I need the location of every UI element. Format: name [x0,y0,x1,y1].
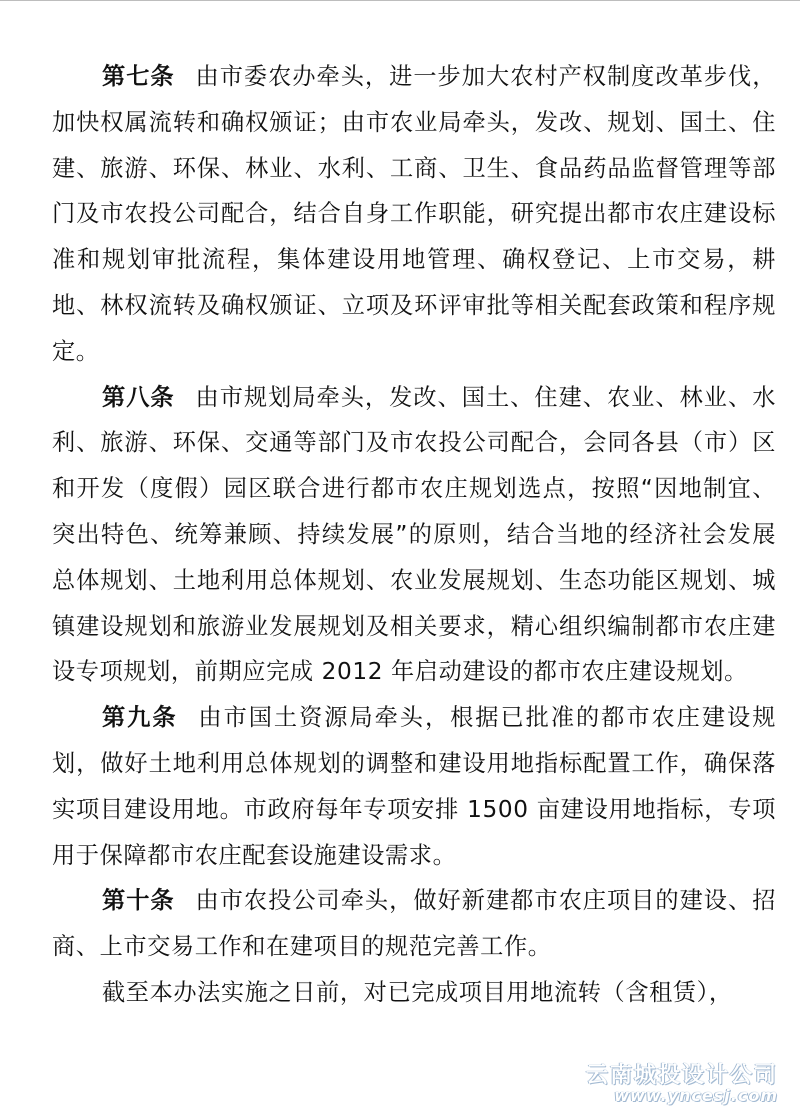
article-9 [52,695,776,878]
article-7 [52,54,776,375]
article-body: 由市农投公司牵头，做好新建都市农庄项目的建设、招商、上市交易工作和在建项目的规范完善工作。 [52,887,776,961]
article-body: 由市规划局牵头，发改、国土、住建、农业、林业、水利、旅游、环保、交通等部门及市农投公司配合，会同各县（市）区和开发（度假）园区联合进行都市农庄规划选点，按照“因地制宜、突出特色、统筹兼顾、持续发展”的原则，结合当地的经济社会发展总体规划、土地利用总体规划、农业发展规划、生态功能区规划、城镇建设规划和旅游业发展规划及相关要求，精心组织编制都市农庄建设专项规划，前期应完成 2012 年启动建设的都市农庄建设规划。 [52,383,776,686]
article-body: 由市国土资源局牵头，根据已批准的都市农庄建设规划，做好土地利用总体规划的调整和建设用地指标配置工作，确保落实项目建设用地。市政府每年专项安排 1500 亩建设用地指标，专项用于保障都市农庄配套设施建设需求。 [52,704,776,869]
article-number: 第七条 [102,63,175,90]
article-body: 由市委农办牵头，进一步加大农村产权制度改革步伐，加快权属流转和确权颁证；由市农业局牵头，发改、规划、国土、住建、旅游、环保、林业、水利、工商、卫生、食品药品监督管理等部门及市农投公司配合，结合自身工作职能，研究提出都市农庄建设标准和规划审批流程，集体建设用地管理、确权登记、上市交易，耕地、林权流转及确权颁证、立项及环评审批等相关配套政策和程序规定。 [52,63,776,365]
article-10 [52,878,776,970]
article-number: 第九条 [102,704,178,732]
watermark-url: www.yncesj.com [614,1086,778,1105]
top-border-line [0,0,800,1]
article-number: 第八条 [102,383,175,411]
trailing-paragraph: 截至本办法实施之日前，对已完成项目用地流转（含租赁）， [102,978,733,1006]
article-8 [52,375,776,696]
article-number: 第十条 [102,887,175,915]
watermark-logo [586,1064,778,1104]
watermark-name: 云南城投设计公司 [585,1062,778,1088]
document-page [52,54,776,1016]
